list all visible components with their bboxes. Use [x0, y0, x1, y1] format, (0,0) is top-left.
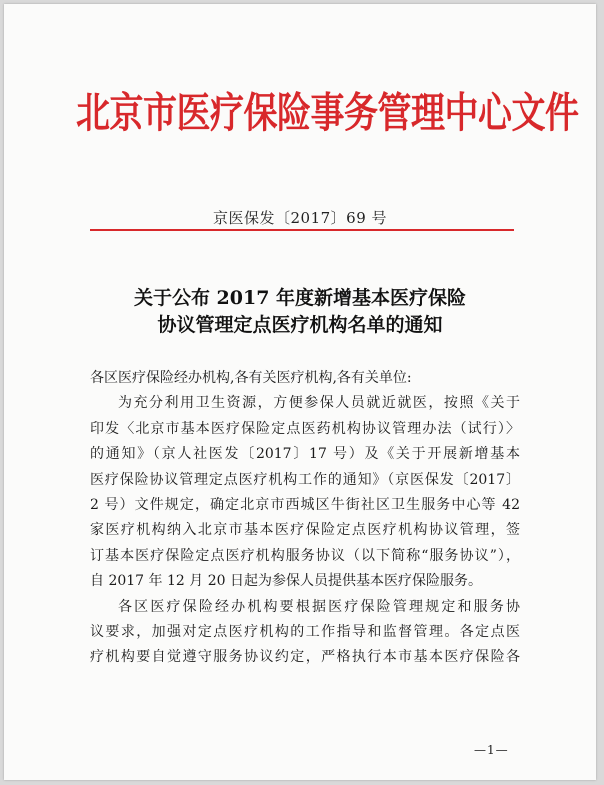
document-header-title: 北京市医疗保险事务管理中心文件: [76, 89, 579, 139]
paragraph-1-line: 医疗保险协议管理定点医疗机构工作的通知》（京医保发〔2017〕: [90, 471, 520, 488]
paragraph-2-line: 各区医疗保险经办机构要根据医疗保险管理规定和服务协: [118, 598, 520, 615]
document-title: [4, 285, 596, 339]
paragraph-1-line: 印发〈北京市基本医疗保险定点医药机构协议管理办法（试行）〉: [90, 420, 520, 437]
paragraph-1-line: 订基本医疗保险定点医疗机构服务协议（以下简称“服务协议”），: [90, 547, 520, 564]
document-body: [90, 366, 520, 671]
document-page: [4, 4, 596, 780]
paragraph-2-line: 议要求，加强对定点医疗机构的工作指导和监督管理。各定点医: [90, 623, 520, 640]
document-title-line-2: 协议管理定点医疗机构名单的通知: [157, 314, 443, 336]
paragraph-1-line: 2 号）文件规定，确定北京市西城区牛街社区卫生服务中心等 42: [90, 496, 520, 513]
red-divider-line: [90, 229, 514, 231]
paragraph-2-line: 疗机构要自觉遵守服务协议约定，严格执行本市基本医疗保险各: [90, 649, 520, 666]
document-title-line-1: 关于公布 2017 年度新增基本医疗保险: [133, 287, 467, 309]
document-number: 京医保发〔2017〕69 号: [212, 209, 388, 227]
paragraph-1-line: 的通知》（京人社医发〔2017〕17 号）及《关于开展新增基本: [90, 446, 520, 463]
salutation: 各区医疗保险经办机构,各有关医疗机构,各有关单位:: [90, 370, 412, 386]
paragraph-1-line: 为充分利用卫生资源，方便参保人员就近就医，按照《关于: [118, 395, 520, 412]
paragraph-1-line: 家医疗机构纳入北京市基本医疗保险定点医疗机构协议管理，签: [90, 522, 520, 539]
paragraph-1-line: 自 2017 年 12 月 20 日起为参保人员提供基本医疗保险服务。: [90, 573, 482, 590]
page-number: —1—: [474, 743, 509, 757]
